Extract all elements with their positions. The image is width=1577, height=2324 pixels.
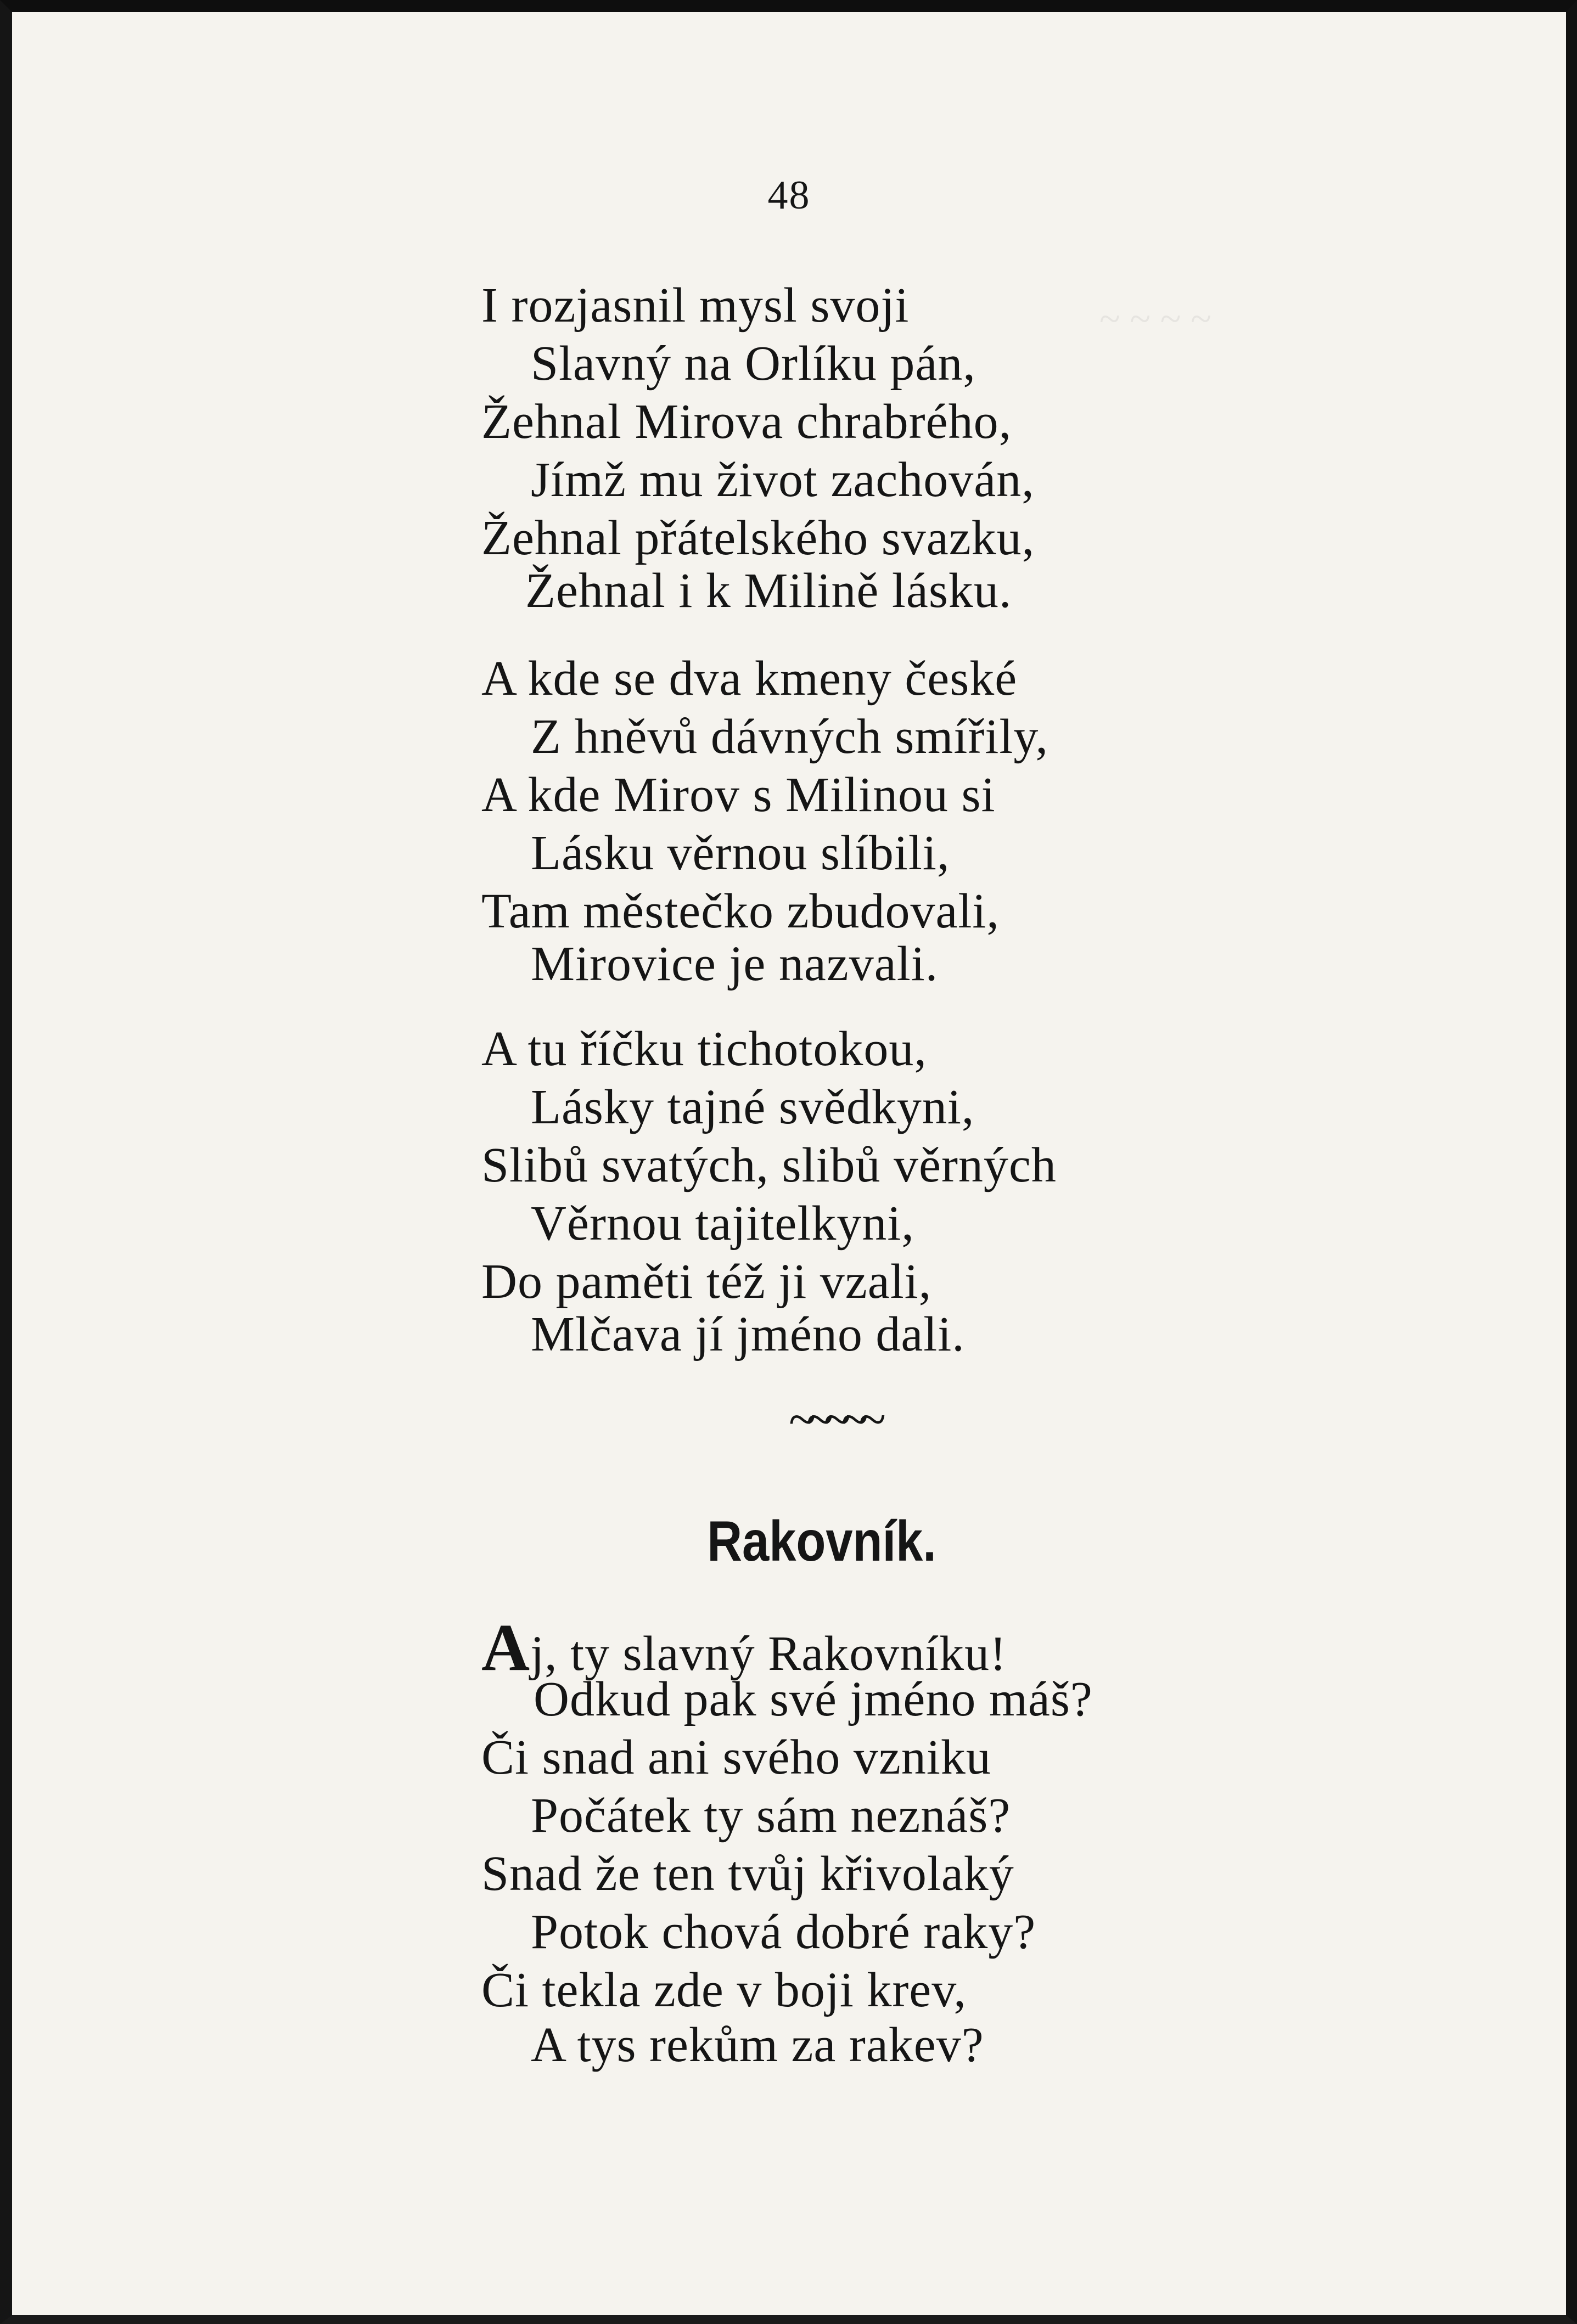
poem-line: Žehnal Mirova chrabrého, <box>481 395 1012 449</box>
poem-line: Slibů svatých, slibů věrných <box>481 1138 1057 1192</box>
poem-first-line <box>481 1611 1007 1685</box>
poem-title: Rakovník. <box>707 1510 936 1573</box>
poem-line: Z hněvů dávných smířily, <box>531 710 1048 764</box>
poem-line: Žehnal přátelského svazku, <box>481 511 1035 565</box>
poem-line: Věrnou tajitelkyni, <box>531 1196 914 1251</box>
poem-line: A tys rekům za rakev? <box>531 2018 984 2072</box>
show-through-bleed: ~ ~ ~ ~ <box>1099 298 1211 340</box>
poem-line: Odkud pak své jméno máš? <box>534 1672 1093 1726</box>
poem-line: Či tekla zde v boji krev, <box>481 1963 967 2017</box>
section-divider: ~~~~~ <box>789 1391 876 1447</box>
poem-line: Jímž mu život zachován, <box>531 453 1035 507</box>
poem-line: A tu říčku tichotokou, <box>481 1022 927 1076</box>
poem-line: I rozjasnil mysl svoji <box>481 278 910 333</box>
poem-line: Do paměti též ji vzali, <box>481 1254 932 1309</box>
poem-line: Lásku věrnou slíbili, <box>531 826 950 880</box>
page-number: 48 <box>767 173 811 218</box>
poem-line: Slavný na Orlíku pán, <box>531 336 976 391</box>
poem-line: Mlčava jí jméno dali. <box>531 1307 965 1361</box>
poem-line: Lásky tajné svědkyni, <box>531 1080 975 1134</box>
poem-line: A kde se dva kmeny české <box>481 651 1018 706</box>
poem-line: j, ty slavný Rakovníku! <box>530 1627 1007 1681</box>
poem-line: Mirovice je nazvali. <box>531 937 939 991</box>
poem-line: Tam městečko zbudovali, <box>481 884 1000 938</box>
poem-line: Potok chová dobré raky? <box>531 1905 1036 1959</box>
poem-line: Snad že ten tvůj křivolaký <box>481 1847 1014 1901</box>
drop-cap: A <box>481 1611 531 1685</box>
poem-line: Žehnal i k Milině lásku. <box>525 564 1012 618</box>
poem-line: Počátek ty sám neznáš? <box>531 1788 1011 1843</box>
poem-line: A kde Mirov s Milinou si <box>481 768 996 822</box>
poem-line: Či snad ani svého vzniku <box>481 1730 991 1785</box>
